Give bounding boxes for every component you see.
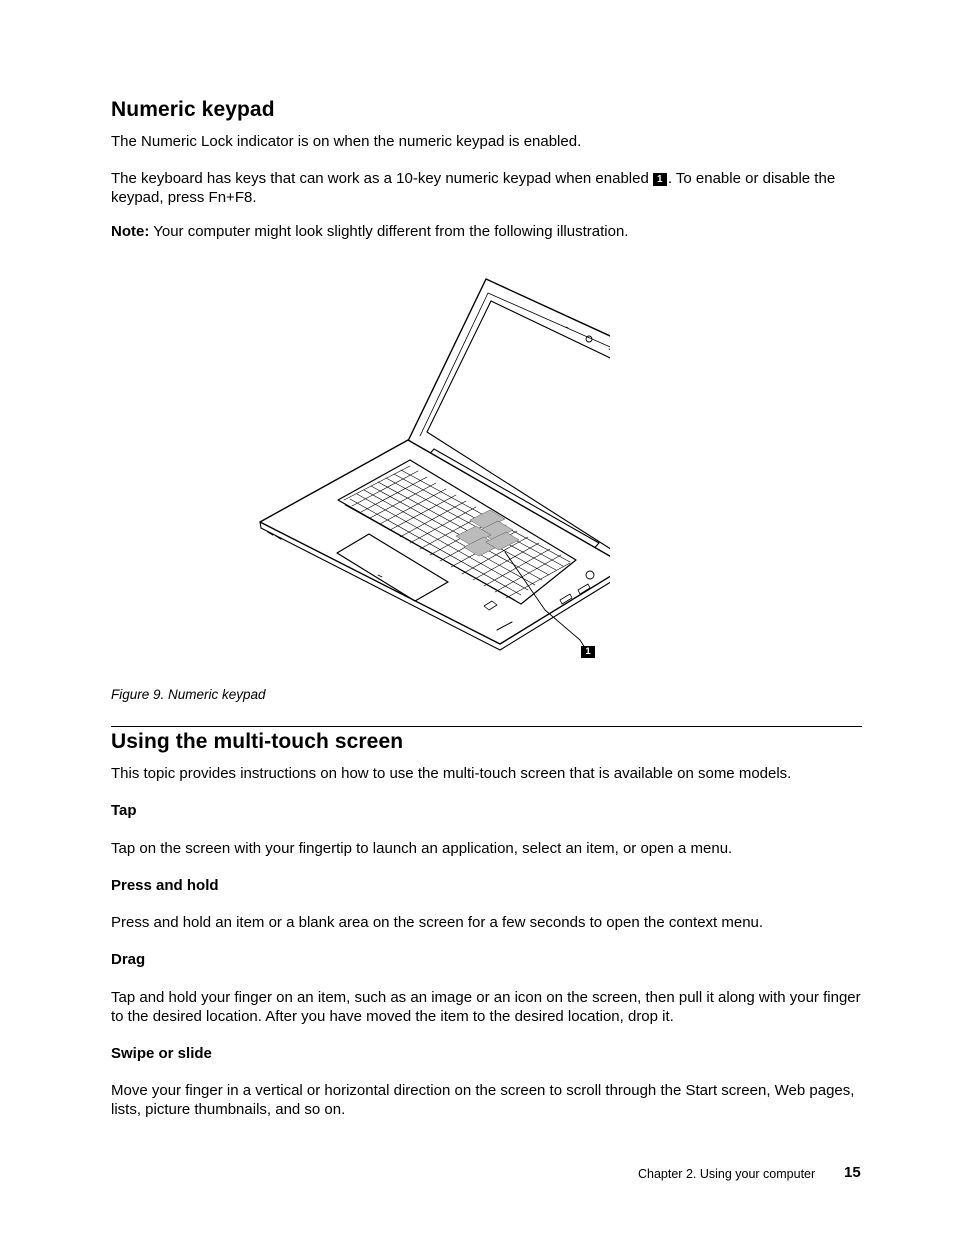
paragraph-drag: Tap and hold your finger on an item, such as an image or an icon on the screen, then pull it along with your finger to the desired location. After you have moved the item to the desired location, drop it.: [111, 989, 861, 1025]
note-text: Your computer might look slightly different from the following illustration.: [149, 223, 629, 240]
paragraph-keypad-text-b: . To enable or disable the keypad, press Fn+F8.: [111, 170, 836, 206]
footer-chapter: Chapter 2. Using your computer: [638, 1167, 816, 1181]
laptop-illustration: [250, 270, 610, 665]
paragraph-tap: Tap on the screen with your fingertip to launch an application, select an item, or open a menu.: [111, 840, 733, 857]
paragraph-keypad-description: [111, 170, 863, 207]
figure-caption: Figure 9. Numeric keypad: [111, 687, 266, 702]
paragraph-keypad-text-a: The keyboard has keys that can work as a 10-key numeric keypad when enabled: [111, 170, 649, 187]
note-label: Note:: [111, 223, 150, 240]
callout-marker: 1: [653, 173, 667, 186]
section-divider: [111, 726, 862, 727]
subheading-tap: Tap: [111, 802, 137, 819]
figure-callout-marker: 1: [581, 646, 595, 658]
paragraph-swipe: Move your finger in a vertical or horizontal direction on the screen to scroll through the Start screen, Web pages, lists, picture thumbnails, and so on.: [111, 1082, 855, 1118]
paragraph-numlock-indicator: The Numeric Lock indicator is on when the numeric keypad is enabled.: [111, 133, 582, 150]
note-paragraph: [111, 223, 863, 242]
subheading-swipe: Swipe or slide: [111, 1045, 212, 1062]
multitouch-intro: This topic provides instructions on how to use the multi-touch screen that is available on some models.: [111, 765, 792, 782]
section-title-numeric-keypad: Numeric keypad: [111, 98, 275, 121]
section-title-multitouch: Using the multi-touch screen: [111, 730, 404, 753]
paragraph-press-hold: Press and hold an item or a blank area on the screen for a few seconds to open the context menu.: [111, 914, 764, 931]
subheading-press-hold: Press and hold: [111, 877, 219, 894]
subheading-drag: Drag: [111, 951, 146, 968]
page-number: 15: [844, 1164, 861, 1181]
